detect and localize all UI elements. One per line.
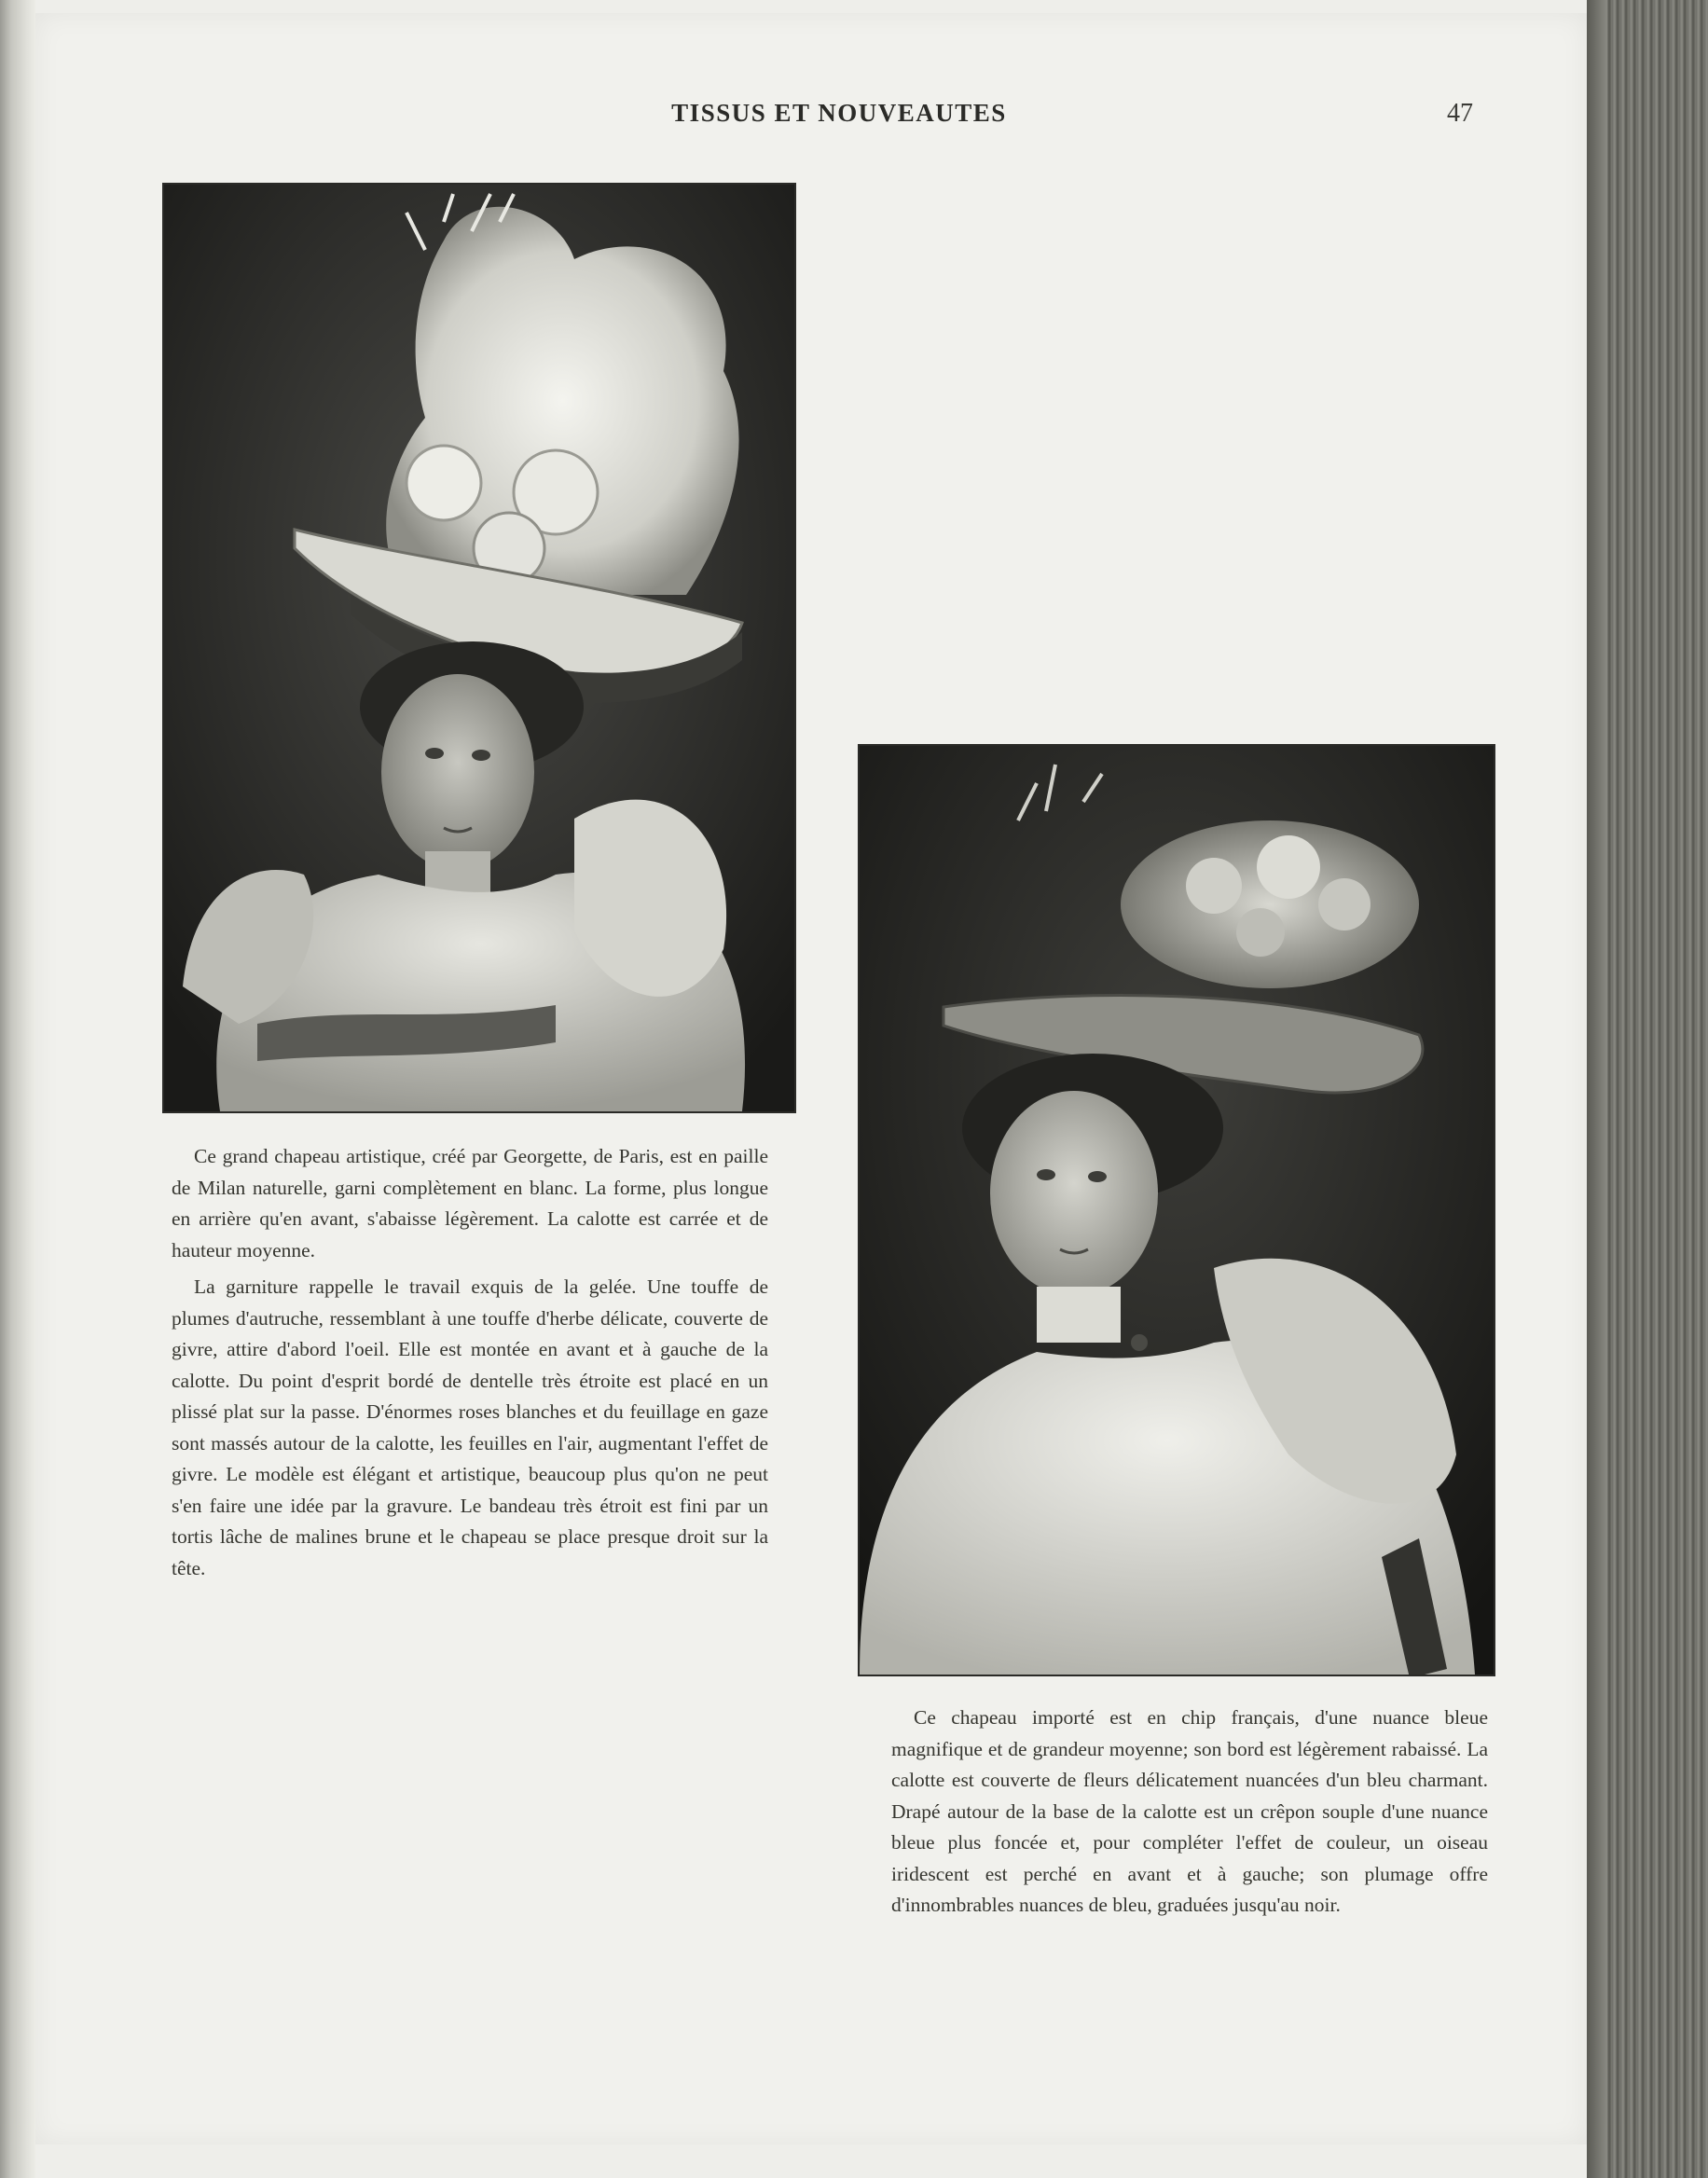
- caption-paragraph: Ce grand chapeau artistique, créé par Georgette, de Paris, est en paille de Milan naturelle, garni complètement en blanc. La forme, plus longue en arrière qu'en avant, s'abaisse légèrement. La calotte est carrée et de hauteur moyenne.: [172, 1145, 768, 1261]
- spine-gutter-shadow: [1587, 0, 1607, 2178]
- photo-flowered-chip-hat-image: [860, 746, 1494, 1675]
- caption-white-feathered-hat: [172, 1141, 768, 1590]
- caption-flowered-chip-hat: [891, 1702, 1488, 1927]
- photo-white-feathered-hat-image: [164, 185, 794, 1111]
- page-number: 47: [1447, 99, 1473, 128]
- photo-flowered-chip-hat: [858, 744, 1495, 1676]
- running-title: TISSUS ET NOUVEAUTES: [671, 99, 1007, 127]
- caption-paragraph: Ce chapeau importé est en chip français, d'une nuance bleue magnifique et de grandeur moyenne; son bord est légèrement rabaissé. La calotte est couverte de fleurs délicatement nuancées d'un bleu charmant. Drapé autour de la base de la calotte est un crêpon souple d'une nuance bleue plus foncée et, pour compléter l'effet de couleur, un oiseau iridescent est perché en avant et à gauche; son plumage offre d'innombrables nuances de bleu, graduées jusqu'au noir.: [891, 1706, 1488, 1916]
- caption-paragraph: La garniture rappelle le travail exquis de la gelée. Une touffe de plumes d'autruche, ressemblant à une touffe d'herbe délicate, couverte de givre, attire d'abord l'oeil. Elle est montée en avant et à gauche de la calotte. Du point d'esprit bordé de dentelle très étroite est placé en un plissé plat sur la passe. D'énormes roses blanches et du feuillage en gaze sont massés autour de la calotte, les feuilles en l'air, augmentant l'effet de givre. Le modèle est élégant et artistique, beaucoup plus qu'on ne peut s'en faire une idée par la gravure. Le bandeau très étroit est fini par un tortis lâche de malines brune et le chapeau se place presque droit sur la tête.: [172, 1275, 768, 1579]
- facing-page-edge: [0, 0, 35, 2178]
- photo-white-feathered-hat: [162, 183, 796, 1113]
